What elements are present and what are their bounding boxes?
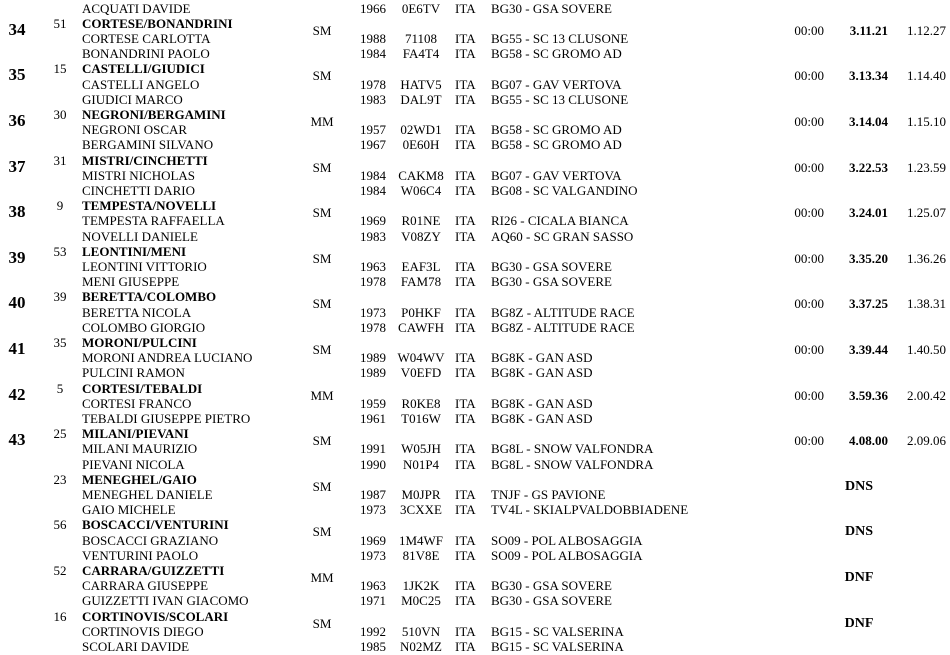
rank-position: 34: [8, 19, 26, 39]
athlete-row: [0, 229, 950, 244]
club-name: BG58 - SC GROMO AD: [491, 46, 622, 62]
athlete-code: P0HKF: [401, 304, 441, 320]
athlete-code: 71108: [404, 30, 438, 46]
athlete-row: [0, 183, 950, 198]
team-name: CARRARA/GUIZZETTI: [82, 562, 225, 578]
nationality: ITA: [455, 502, 476, 518]
athlete-row: [0, 31, 950, 46]
athlete-row: [0, 365, 950, 380]
nationality: ITA: [455, 441, 476, 457]
nationality: ITA: [455, 456, 476, 472]
athlete-code: R0KE8: [401, 395, 441, 411]
club-name: BG8K - GAN ASD: [491, 350, 593, 366]
birth-year: 1963: [360, 258, 386, 274]
birth-year: 1978: [360, 274, 386, 290]
rank-position: 35: [8, 65, 26, 85]
category: MM: [310, 569, 334, 585]
nationality: ITA: [455, 486, 476, 502]
penalty-time: 00:00: [794, 68, 824, 84]
bib-number: 56: [53, 517, 67, 533]
athlete-name: LEONTINI VITTORIO: [82, 258, 207, 274]
category: SM: [312, 22, 332, 38]
birth-year: 1978: [360, 319, 386, 335]
bib-number: 53: [53, 243, 67, 259]
club-name: BG8K - GAN ASD: [491, 410, 593, 426]
club-name: BG30 - GSA SOVERE: [491, 593, 612, 609]
athlete-name: BONANDRINI PAOLO: [82, 46, 210, 62]
athlete-row: [0, 578, 950, 593]
total-time: 3.11.21: [849, 22, 888, 38]
nationality: ITA: [455, 365, 476, 381]
athlete-row: [0, 441, 950, 456]
athlete-code: M0C25: [401, 593, 441, 609]
athlete-code: 1M4WF: [398, 532, 444, 548]
nationality: ITA: [455, 410, 476, 426]
rank-position: 41: [8, 338, 26, 358]
athlete-code: W04WV: [397, 350, 445, 366]
total-time: 3.37.25: [849, 296, 888, 312]
athlete-row: [0, 593, 950, 608]
club-name: BG8L - SNOW VALFONDRA: [491, 456, 654, 472]
club-name: BG58 - SC GROMO AD: [491, 122, 622, 138]
team-name: CORTESE/BONANDRINI: [82, 15, 233, 31]
athlete-code: EAF3L: [401, 258, 441, 274]
athlete-row: [0, 46, 950, 61]
bib-number: 30: [53, 106, 67, 122]
nationality: ITA: [455, 91, 476, 107]
athlete-code: 0E6TV: [401, 0, 441, 16]
club-name: BG30 - GSA SOVERE: [491, 258, 612, 274]
rank-position: 37: [8, 156, 26, 176]
bib-number: 5: [56, 380, 64, 396]
athlete-row: [0, 77, 950, 92]
club-name: BG30 - GSA SOVERE: [491, 274, 612, 290]
birth-year: 1984: [360, 182, 386, 198]
category: SM: [312, 159, 332, 175]
athlete-name: MISTRI NICHOLAS: [82, 167, 196, 183]
nationality: ITA: [455, 274, 476, 290]
club-name: BG07 - GAV VERTOVA: [491, 167, 622, 183]
bib-number: 9: [56, 198, 64, 214]
team-name: BOSCACCI/VENTURINI: [82, 517, 229, 533]
birth-year: 1992: [360, 623, 386, 639]
athlete-name: CASTELLI ANGELO: [82, 76, 200, 92]
club-name: SO09 - POL ALBOSAGGIA: [491, 532, 643, 548]
athlete-name: NOVELLI DANIELE: [82, 228, 198, 244]
birth-year: 1973: [360, 547, 386, 563]
athlete-row: [0, 548, 950, 563]
bib-number: 23: [53, 471, 67, 487]
athlete-code: R01NE: [401, 213, 441, 229]
athlete-row: [0, 1, 950, 16]
nationality: ITA: [455, 30, 476, 46]
penalty-time: 00:00: [794, 22, 824, 38]
time-gap: 2.09.06: [907, 433, 946, 449]
rank-position: 43: [8, 430, 26, 450]
athlete-name: MENEGHEL DANIELE: [82, 486, 213, 502]
total-time: 3.13.34: [849, 68, 888, 84]
birth-year: 1991: [360, 441, 386, 457]
athlete-name: CINCHETTI DARIO: [82, 182, 196, 198]
team-name: CASTELLI/GIUDICI: [82, 61, 205, 77]
bib-number: 31: [53, 152, 67, 168]
athlete-code: 3CXXE: [400, 502, 442, 518]
category: SM: [312, 296, 332, 312]
birth-year: 1990: [360, 456, 386, 472]
nationality: ITA: [455, 76, 476, 92]
athlete-row: [0, 350, 950, 365]
athlete-name: MENI GIUSEPPE: [82, 274, 180, 290]
athlete-row: [0, 137, 950, 152]
athlete-row: [0, 320, 950, 335]
athlete-name: CORTINOVIS DIEGO: [82, 623, 204, 639]
birth-year: 1987: [360, 486, 386, 502]
athlete-code: FAM78: [400, 274, 442, 290]
club-name: BG15 - SC VALSERINA: [491, 623, 624, 639]
athlete-code: N01P4: [402, 456, 440, 472]
team-name: MENEGHEL/GAIO: [82, 471, 197, 487]
athlete-name: GUIZZETTI IVAN GIACOMO: [82, 593, 249, 609]
athlete-code: FA4T4: [402, 46, 440, 62]
athlete-code: V08ZY: [401, 228, 441, 244]
penalty-time: 00:00: [794, 387, 824, 403]
birth-year: 1961: [360, 410, 386, 426]
rank-position: 42: [8, 384, 26, 404]
nationality: ITA: [455, 319, 476, 335]
athlete-code: W05JH: [401, 441, 441, 457]
athlete-code: T016W: [401, 410, 441, 426]
time-gap: 1.40.50: [907, 341, 946, 357]
birth-year: 1963: [360, 578, 386, 594]
race-status: DNF: [844, 615, 874, 631]
athlete-row: [0, 259, 950, 274]
athlete-code: 0E60H: [402, 137, 440, 153]
athlete-code: W06C4: [400, 182, 442, 198]
athlete-row: [0, 92, 950, 107]
penalty-time: 00:00: [794, 296, 824, 312]
bib-number: 39: [53, 289, 67, 305]
athlete-code: DAL9T: [400, 91, 442, 107]
athlete-row: [0, 502, 950, 517]
athlete-code: M0JPR: [401, 486, 441, 502]
birth-year: 1957: [360, 122, 386, 138]
time-gap: 1.36.26: [907, 250, 946, 266]
athlete-row: [0, 274, 950, 289]
nationality: ITA: [455, 122, 476, 138]
athlete-code: 81V8E: [402, 547, 440, 563]
race-status: DNF: [844, 569, 874, 585]
penalty-time: 00:00: [794, 250, 824, 266]
time-gap: 1.38.31: [907, 296, 946, 312]
rank-position: 40: [8, 293, 26, 313]
athlete-name: PULCINI RAMON: [82, 365, 185, 381]
club-name: BG30 - GSA SOVERE: [491, 578, 612, 594]
athlete-row: [0, 396, 950, 411]
birth-year: 1984: [360, 46, 386, 62]
category: SM: [312, 68, 332, 84]
nationality: ITA: [455, 213, 476, 229]
bib-number: 51: [53, 15, 67, 31]
birth-year: 1969: [360, 213, 386, 229]
category: SM: [312, 341, 332, 357]
athlete-name: BOSCACCI GRAZIANO: [82, 532, 219, 548]
time-gap: 1.14.40: [907, 68, 946, 84]
birth-year: 1959: [360, 395, 386, 411]
team-name: NEGRONI/BERGAMINI: [82, 106, 226, 122]
athlete-row: [0, 487, 950, 502]
team-name: CORTESI/TEBALDI: [82, 380, 203, 396]
athlete-name: TEMPESTA RAFFAELLA: [82, 213, 225, 229]
athlete-row: [0, 411, 950, 426]
penalty-time: 00:00: [794, 159, 824, 175]
time-gap: 1.23.59: [907, 159, 946, 175]
club-name: BG30 - GSA SOVERE: [491, 0, 612, 16]
nationality: ITA: [455, 0, 476, 16]
athlete-name: VENTURINI PAOLO: [82, 547, 199, 563]
athlete-name: BERGAMINI SILVANO: [82, 137, 214, 153]
nationality: ITA: [455, 638, 476, 654]
nationality: ITA: [455, 350, 476, 366]
nationality: ITA: [455, 167, 476, 183]
birth-year: 1971: [360, 593, 386, 609]
penalty-time: 00:00: [794, 205, 824, 221]
athlete-name: MORONI ANDREA LUCIANO: [82, 350, 253, 366]
club-name: BG07 - GAV VERTOVA: [491, 76, 622, 92]
athlete-row: [0, 624, 950, 639]
club-name: BG8K - GAN ASD: [491, 395, 593, 411]
bib-number: 16: [53, 608, 67, 624]
team-name: LEONTINI/MENI: [82, 243, 187, 259]
time-gap: 1.12.27: [907, 22, 946, 38]
total-time: 3.59.36: [849, 387, 888, 403]
athlete-row: [0, 122, 950, 137]
time-gap: 2.00.42: [907, 387, 946, 403]
athlete-name: GIUDICI MARCO: [82, 91, 183, 107]
total-time: 3.24.01: [849, 205, 888, 221]
athlete-code: CAKM8: [398, 167, 444, 183]
club-name: BG15 - SC VALSERINA: [491, 638, 624, 654]
athlete-row: [0, 533, 950, 548]
birth-year: 1989: [360, 365, 386, 381]
race-status: DNS: [844, 478, 873, 494]
birth-year: 1967: [360, 137, 386, 153]
athlete-name: PIEVANI NICOLA: [82, 456, 185, 472]
team-name: BERETTA/COLOMBO: [82, 289, 217, 305]
athlete-code: HATV5: [400, 76, 442, 92]
rank-position: 38: [8, 202, 26, 222]
club-name: BG8L - SNOW VALFONDRA: [491, 441, 654, 457]
birth-year: 1989: [360, 350, 386, 366]
team-name: MORONI/PULCINI: [82, 334, 197, 350]
club-name: BG8K - GAN ASD: [491, 365, 593, 381]
birth-year: 1966: [360, 0, 386, 16]
total-time: 4.08.00: [849, 433, 888, 449]
total-time: 3.35.20: [849, 250, 888, 266]
athlete-name: CORTESE CARLOTTA: [82, 30, 211, 46]
category: SM: [312, 478, 332, 494]
nationality: ITA: [455, 304, 476, 320]
category: MM: [310, 113, 334, 129]
birth-year: 1973: [360, 502, 386, 518]
club-name: BG55 - SC 13 CLUSONE: [491, 91, 629, 107]
athlete-name: GAIO MICHELE: [82, 502, 176, 518]
bib-number: 52: [53, 562, 67, 578]
club-name: RI26 - CICALA BIANCA: [491, 213, 629, 229]
athlete-name: SCOLARI DAVIDE: [82, 638, 190, 654]
team-name: MILANI/PIEVANI: [82, 426, 189, 442]
club-name: BG58 - SC GROMO AD: [491, 137, 622, 153]
category: MM: [310, 387, 334, 403]
club-name: AQ60 - SC GRAN SASSO: [491, 228, 634, 244]
club-name: BG8Z - ALTITUDE RACE: [491, 319, 635, 335]
category: SM: [312, 205, 332, 221]
athlete-code: 510VN: [401, 623, 441, 639]
penalty-time: 00:00: [794, 113, 824, 129]
nationality: ITA: [455, 532, 476, 548]
birth-year: 1973: [360, 304, 386, 320]
athlete-name: COLOMBO GIORGIO: [82, 319, 206, 335]
athlete-name: ACQUATI DAVIDE: [82, 0, 191, 16]
category: SM: [312, 433, 332, 449]
nationality: ITA: [455, 46, 476, 62]
penalty-time: 00:00: [794, 433, 824, 449]
birth-year: 1983: [360, 91, 386, 107]
nationality: ITA: [455, 578, 476, 594]
bib-number: 15: [53, 61, 67, 77]
team-name: CORTINOVIS/SCOLARI: [82, 608, 229, 624]
nationality: ITA: [455, 182, 476, 198]
athlete-name: CORTESI FRANCO: [82, 395, 192, 411]
birth-year: 1988: [360, 30, 386, 46]
athlete-code: 1JK2K: [402, 578, 440, 594]
nationality: ITA: [455, 395, 476, 411]
race-status: DNS: [844, 524, 873, 540]
bib-number: 35: [53, 334, 67, 350]
athlete-row: [0, 168, 950, 183]
category: SM: [312, 615, 332, 631]
athlete-name: CARRARA GIUSEPPE: [82, 578, 209, 594]
athlete-code: 02WD1: [400, 122, 442, 138]
birth-year: 1984: [360, 167, 386, 183]
birth-year: 1985: [360, 638, 386, 654]
club-name: TNJF - GS PAVIONE: [491, 486, 606, 502]
nationality: ITA: [455, 137, 476, 153]
club-name: BG55 - SC 13 CLUSONE: [491, 30, 629, 46]
athlete-name: BERETTA NICOLA: [82, 304, 192, 320]
total-time: 3.14.04: [849, 113, 888, 129]
birth-year: 1983: [360, 228, 386, 244]
athlete-row: [0, 457, 950, 472]
club-name: BG8Z - ALTITUDE RACE: [491, 304, 635, 320]
birth-year: 1969: [360, 532, 386, 548]
nationality: ITA: [455, 593, 476, 609]
nationality: ITA: [455, 258, 476, 274]
athlete-name: MILANI MAURIZIO: [82, 441, 198, 457]
athlete-row: [0, 305, 950, 320]
athlete-code: V0EFD: [400, 365, 442, 381]
club-name: BG08 - SC VALGANDINO: [491, 182, 638, 198]
nationality: ITA: [455, 228, 476, 244]
athlete-code: N02MZ: [400, 638, 442, 654]
athlete-row: [0, 639, 950, 654]
bib-number: 25: [53, 426, 67, 442]
time-gap: 1.25.07: [907, 205, 946, 221]
category: SM: [312, 524, 332, 540]
rank-position: 39: [8, 247, 26, 267]
athlete-name: NEGRONI OSCAR: [82, 122, 188, 138]
time-gap: 1.15.10: [907, 113, 946, 129]
club-name: SO09 - POL ALBOSAGGIA: [491, 547, 643, 563]
athlete-code: CAWFH: [398, 319, 444, 335]
birth-year: 1978: [360, 76, 386, 92]
team-name: MISTRI/CINCHETTI: [82, 152, 208, 168]
nationality: ITA: [455, 623, 476, 639]
team-name: TEMPESTA/NOVELLI: [82, 198, 217, 214]
rank-position: 36: [8, 110, 26, 130]
club-name: TV4L - SKIALPVALDOBBIADENE: [491, 502, 689, 518]
total-time: 3.22.53: [849, 159, 888, 175]
team-row: [0, 562, 950, 585]
nationality: ITA: [455, 547, 476, 563]
athlete-name: TEBALDI GIUSEPPE PIETRO: [82, 410, 251, 426]
category: SM: [312, 250, 332, 266]
athlete-row: [0, 213, 950, 228]
penalty-time: 00:00: [794, 341, 824, 357]
total-time: 3.39.44: [849, 341, 888, 357]
